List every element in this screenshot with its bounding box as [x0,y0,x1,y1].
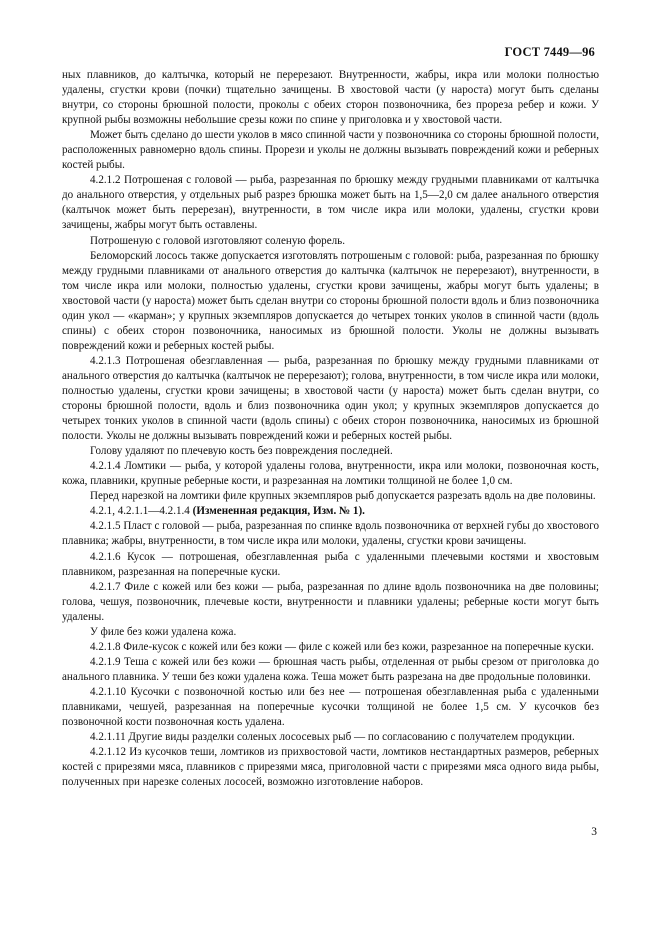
paragraph-continuation: ных плавников, до калтычка, который не перерезают. Внутренности, жабры, икра или молоки полностью удалены, сгустки крови (почки) тщательно зачищены. В хвостовой части (у нароста) могут быть сделаны внутри, со стороны брюшной полости, проколы с обеих сторон позвоночника, без прореза ребер и кожи. У крупной рыбы возможны небольшие срезы кожи по спине у приголовка и у хвостовой части. [62,69,599,127]
document-body [62,68,599,790]
clause-4-2-1-3: 4.2.1.3 Потрошеная обезглавленная — рыба, разрезанная по брюшку между грудными плавниками от анального отверстия до калтычка (калтычок не перерезают); голова, внутренности, в том числе икра или молоки, полностью удалены, сгустки крови зачищены; в хвостовой части (у нароста) может быть сделан внутри, со стороны брюшной полости, вдоль и близ позвоночника один укол; у крупных экземпляров допускается до четырех тонких уколов в спинной части (вдоль спины) с обеих сторон позвоночника, наносимых из брюшной полости. Уколы не должны вызывать повреждений кожи и реберных костей рыбы. [62,354,599,443]
paragraph-punctures: Может быть сделано до шести уколов в мясо спинной части у позвоночника со стороны брюшной полости, расположенных равномерно вдоль спины. Прорези и уколы не должны вызывать повреждений кожи и реберных костей рыбы. [62,129,599,172]
clause-4-2-1-7: 4.2.1.7 Филе с кожей или без кожи — рыба, разрезанная по длине вдоль позвоночника на две половины; голова, чешуя, позвоночник, плечевые кости, внутренности и плавники удалены; реберные кости могут быть удалены. [62,580,599,623]
clause-4-2-1-2: 4.2.1.2 Потрошеная с головой — рыба, разрезанная по брюшку между грудными плавниками от калтычка до анального отверстия, у отдельных рыб разрез брюшка может быть на 1,5—2,0 см далее анального отверстия (калтычок может быть перерезан), внутренности, в том числе икра или молоки, удалены, сгустки крови зачищены, жабры могут быть оставлены. [62,174,599,232]
clause-4-2-1-6: 4.2.1.6 Кусок — потрошеная, обезглавленная рыба с удаленными плечевыми костями и хвостовым плавником, разрезанная на поперечные куски. [62,550,599,578]
clause-4-2-1-11: 4.2.1.11 Другие виды разделки соленых лососевых рыб — по согласованию с получателем продукции. [90,731,575,744]
clause-4-2-1-8: 4.2.1.8 Филе-кусок с кожей или без кожи — филе с кожей или без кожи, разрезанное на поперечные куски. [90,640,594,653]
paragraph-fillet-cutting: Перед нарезкой на ломтики филе крупных экземпляров рыб допускается разрезать вдоль на две половины. [90,490,596,503]
paragraph-trout: Потрошеную с головой изготовляют соленую форель. [90,234,346,247]
page-number: 3 [591,826,597,838]
document-code-header: ГОСТ 7449—96 [504,45,595,59]
clause-4-2-1-4: 4.2.1.4 Ломтики — рыба, у которой удалены голова, внутренности, икра или молоки, позвоночная кость, кожа, плавники, крупные реберные кости, и разрезанная на ломтики толщиной не более 1,0 см. [62,460,599,488]
clause-4-2-1-5: 4.2.1.5 Пласт с головой — рыба, разрезанная по спинке вдоль позвоночника от верхней губы до хвостового плавника; жабры, внутренности, в том числе икра или молоки, удалены, сгустки крови зачищены. [62,520,599,548]
clause-4-2-1-9: 4.2.1.9 Теша с кожей или без кожи — брюшная часть рыбы, отделенная от рыбы срезом от приголовка до анального плавника. У теши без кожи удалена кожа. Теша может быть разрезана на две продольные половинки. [62,655,599,683]
paragraph-head-removal: Голову удаляют по плечевую кость без повреждения последней. [90,445,393,458]
paragraph-white-sea-salmon: Беломорский лосось также допускается изготовлять потрошеным с головой: рыба, разрезанная по брюшку между грудными плавниками от анального отверстия до калтычка (калтычок не перерезают), внутренности, в том числе икра или молоки, полностью удалены, сгустки крови зачищены, жабры могут быть удалены; в хвостовой части (у нароста) может быть сделан внутри со стороны брюшной полости вдоль и близ позвоночника один укол — «карман»; у крупных экземпляров допускается до четырех тонких уколов в спинной части (вдоль спины) с обеих сторон позвоночника, наносимых из брюшной полости. Уколы не должны вызывать повреждений кожи и реберных костей рыбы. [62,249,599,352]
amendment-refs: 4.2.1, 4.2.1.1—4.2.1.4 [90,505,190,518]
amendment-note [62,504,599,519]
paragraph-skinless-fillet: У филе без кожи удалена кожа. [90,625,237,638]
amendment-text: (Измененная редакция, Изм. № 1). [192,505,365,518]
clause-4-2-1-12: 4.2.1.12 Из кусочков теши, ломтиков из прихвостовой части, ломтиков нестандартных размеров, реберных костей с прирезями мяса, плавников с прирезями мяса, приголовной части с прирезями мяса одного вида рыбы, полученных при нарезке соленых лососей, возможно изготовление наборов. [62,746,599,789]
clause-4-2-1-10: 4.2.1.10 Кусочки с позвоночной костью или без нее — потрошеная обезглавленная рыба с удаленными плавниками, чешуей, разрезанная на поперечные кусочки толщиной не более 1,5 см. У кусочков без позвоночной кости позвоночная кость удалена. [62,685,599,729]
